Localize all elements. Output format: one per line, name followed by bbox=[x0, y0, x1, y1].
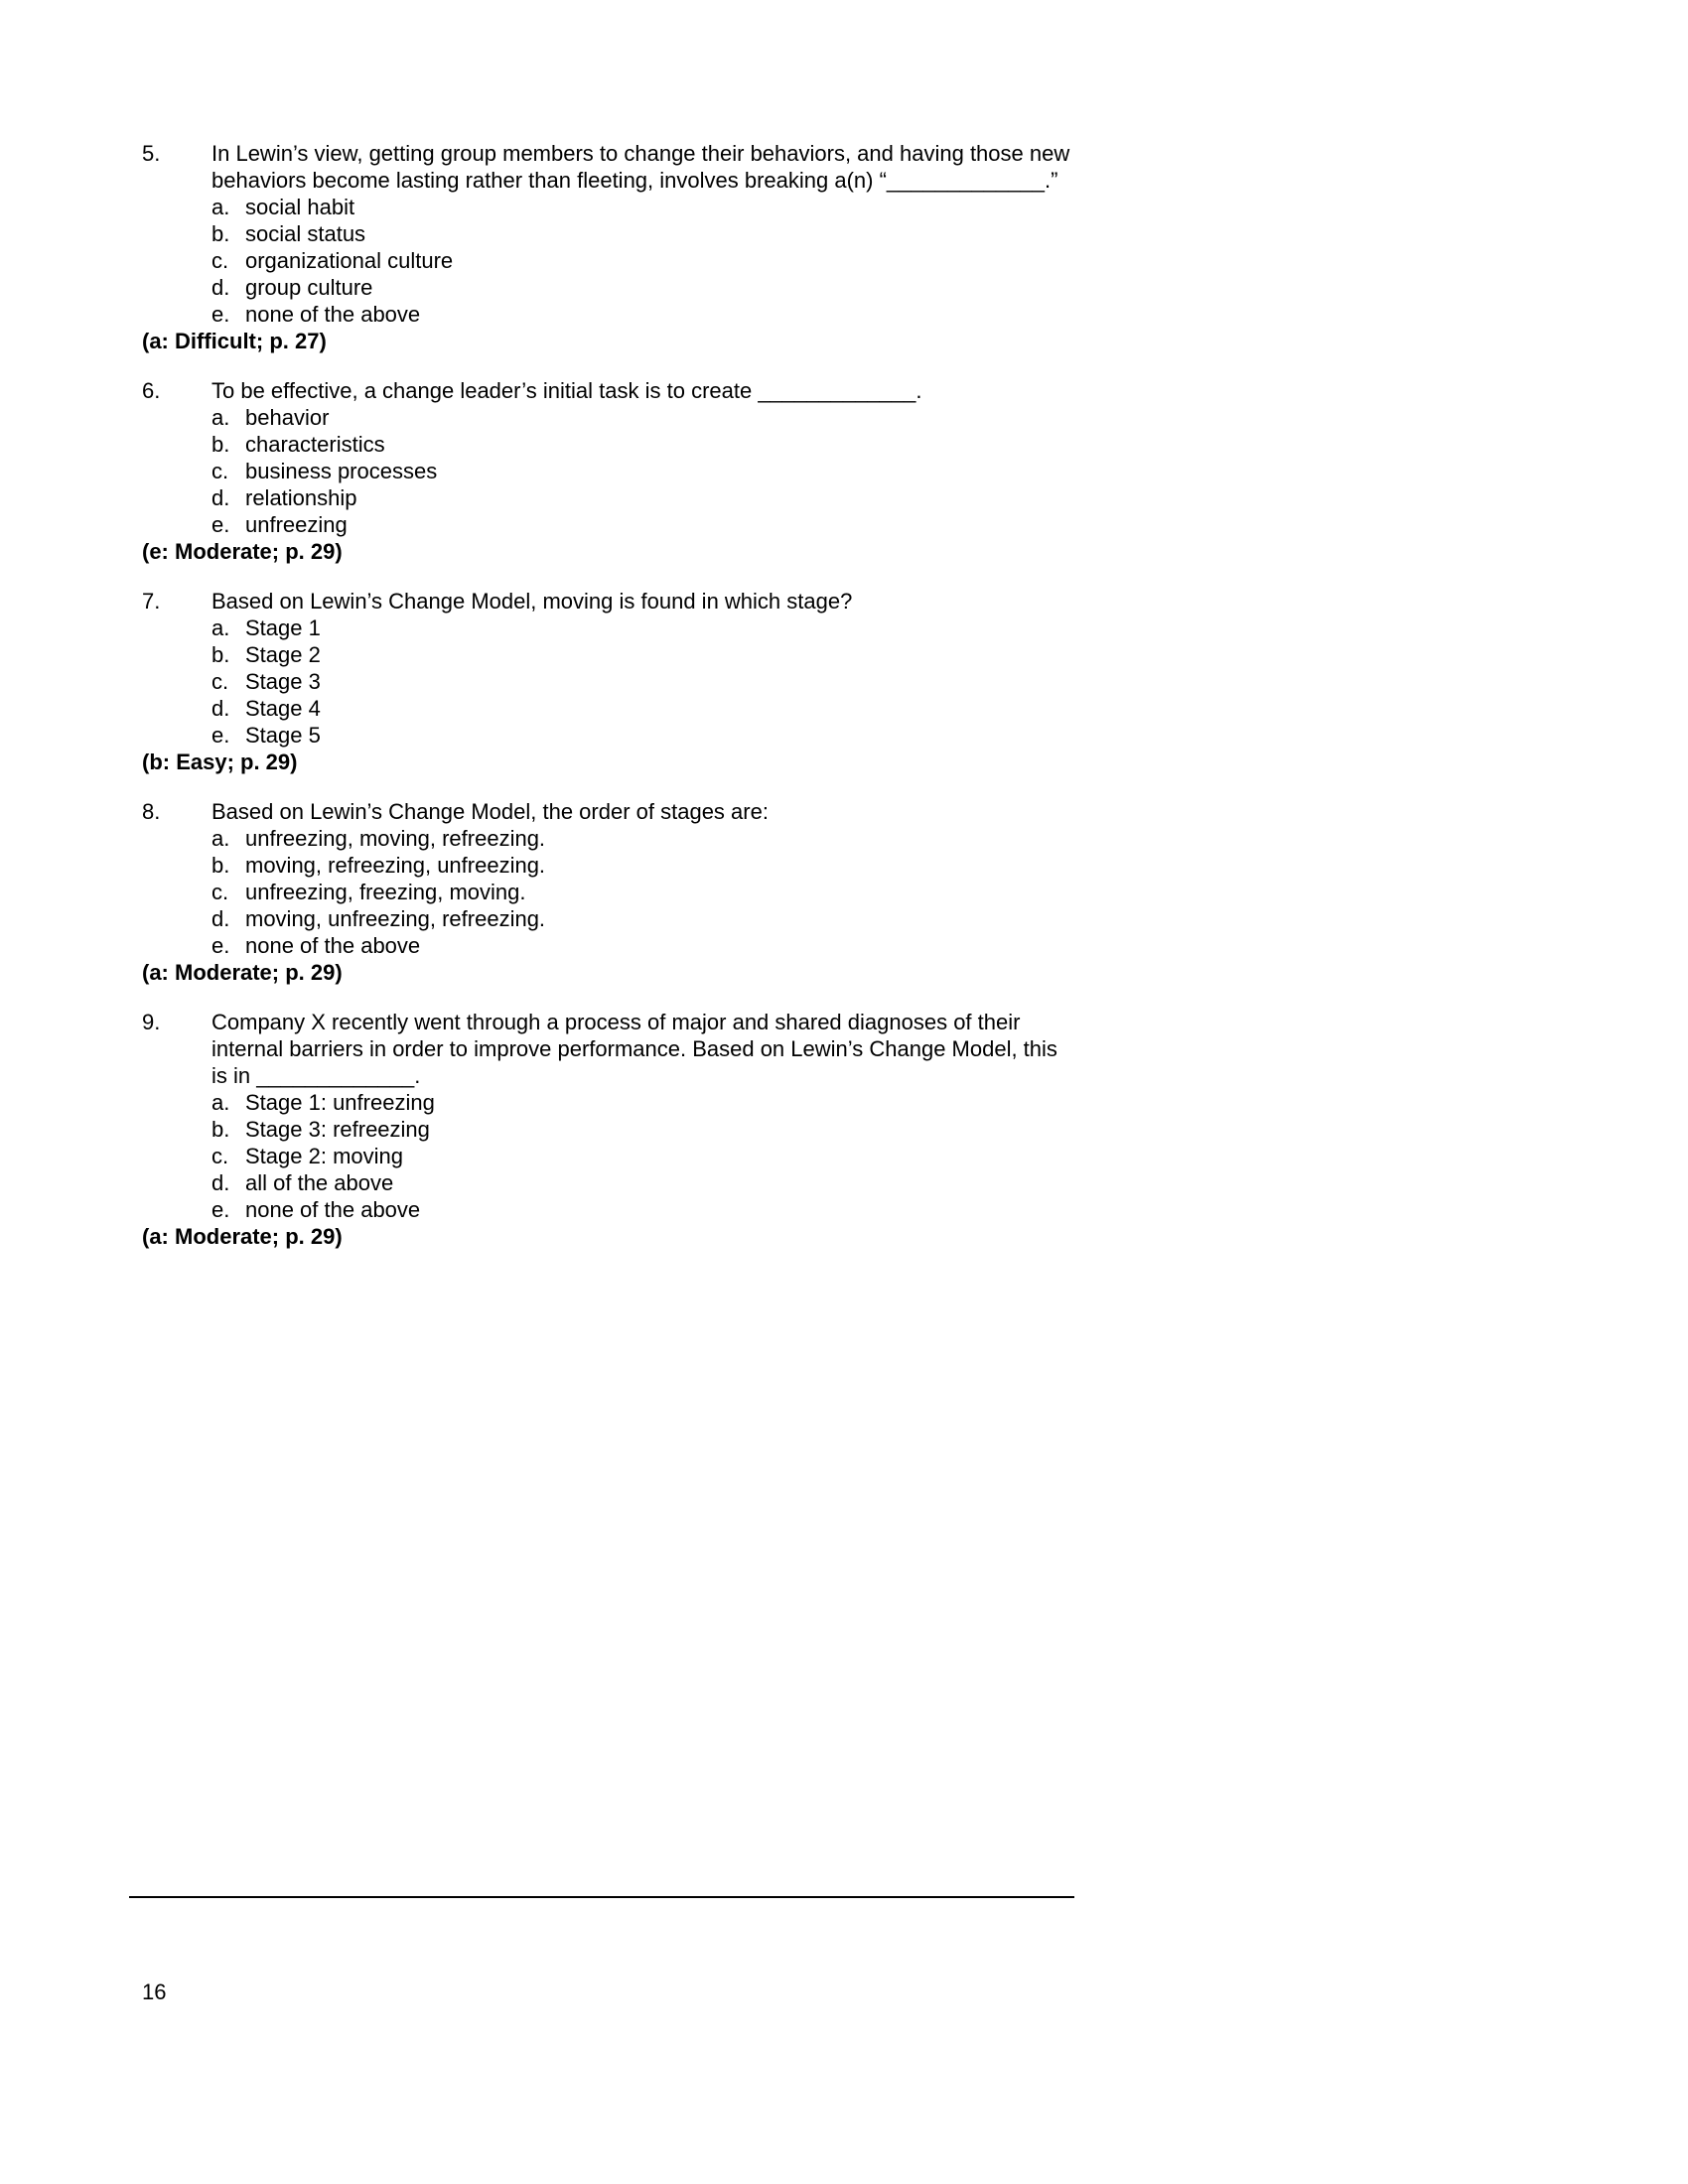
option-text: Stage 1: unfreezing bbox=[245, 1090, 435, 1115]
options-list bbox=[211, 825, 1075, 959]
option-text: Stage 2 bbox=[245, 642, 321, 667]
option bbox=[211, 458, 1075, 484]
question bbox=[142, 140, 1075, 354]
question-number: 6. bbox=[142, 378, 161, 403]
option bbox=[211, 1169, 1075, 1196]
question-head bbox=[142, 798, 1075, 825]
question-number: 8. bbox=[142, 799, 161, 824]
option-letter: c. bbox=[211, 669, 229, 694]
option bbox=[211, 404, 1075, 431]
options-list bbox=[211, 1089, 1075, 1223]
option bbox=[211, 668, 1075, 695]
option-letter: e. bbox=[211, 933, 230, 958]
option bbox=[211, 301, 1075, 328]
option bbox=[211, 274, 1075, 301]
option-letter: e. bbox=[211, 302, 230, 327]
option bbox=[211, 1116, 1075, 1143]
option-letter: c. bbox=[211, 459, 229, 483]
option-text: Stage 3 bbox=[245, 669, 321, 694]
option bbox=[211, 932, 1075, 959]
option bbox=[211, 852, 1075, 879]
option-letter: d. bbox=[211, 696, 230, 721]
option-text: unfreezing, freezing, moving. bbox=[245, 880, 526, 904]
question-head bbox=[142, 140, 1075, 194]
option-letter: d. bbox=[211, 485, 230, 510]
option-letter: e. bbox=[211, 512, 230, 537]
option-text: Stage 5 bbox=[245, 723, 321, 748]
option-letter: b. bbox=[211, 642, 230, 667]
option-text: Stage 4 bbox=[245, 696, 321, 721]
question bbox=[142, 377, 1075, 565]
option-letter: d. bbox=[211, 275, 230, 300]
option-text: moving, unfreezing, refreezing. bbox=[245, 906, 546, 931]
question-number: 9. bbox=[142, 1010, 161, 1034]
options-list bbox=[211, 614, 1075, 749]
option-letter: c. bbox=[211, 880, 229, 904]
option bbox=[211, 825, 1075, 852]
answer-key: (e: Moderate; p. 29) bbox=[142, 539, 343, 564]
question-text: To be effective, a change leader’s initial task is to create _____________. bbox=[211, 378, 922, 403]
option-text: relationship bbox=[245, 485, 357, 510]
page-number: 16 bbox=[142, 1979, 167, 2004]
option-letter: b. bbox=[211, 432, 230, 457]
option bbox=[211, 1196, 1075, 1223]
option-letter: b. bbox=[211, 853, 230, 878]
option-text: Stage 3: refreezing bbox=[245, 1117, 430, 1142]
question-head bbox=[142, 1009, 1075, 1089]
answer-key: (b: Easy; p. 29) bbox=[142, 750, 298, 774]
option-letter: a. bbox=[211, 615, 230, 640]
option bbox=[211, 879, 1075, 905]
question bbox=[142, 798, 1075, 986]
option-text: none of the above bbox=[245, 933, 421, 958]
answer-key: (a: Moderate; p. 29) bbox=[142, 1224, 343, 1249]
option-text: Stage 2: moving bbox=[245, 1144, 403, 1168]
question-text: In Lewin’s view, getting group members to change their behaviors, and having those new behaviors become lasting rather than fleeting, involves breaking a(n) “_____________.” bbox=[211, 141, 1070, 193]
question bbox=[142, 588, 1075, 775]
option-text: unfreezing, moving, refreezing. bbox=[245, 826, 546, 851]
option bbox=[211, 511, 1075, 538]
option-text: organizational culture bbox=[245, 248, 454, 273]
questions-list bbox=[142, 140, 1075, 1273]
option-text: moving, refreezing, unfreezing. bbox=[245, 853, 546, 878]
option bbox=[211, 641, 1075, 668]
options-list bbox=[211, 194, 1075, 328]
option-text: all of the above bbox=[245, 1170, 394, 1195]
option-text: Stage 1 bbox=[245, 615, 321, 640]
option-letter: a. bbox=[211, 1090, 230, 1115]
question-text: Company X recently went through a process of major and shared diagnoses of their internal barriers in order to improve performance. Based on Lewin’s Change Model, this is in _____________. bbox=[211, 1010, 1057, 1088]
option bbox=[211, 695, 1075, 722]
option bbox=[211, 220, 1075, 247]
option bbox=[211, 1143, 1075, 1169]
answer-key: (a: Moderate; p. 29) bbox=[142, 960, 343, 985]
option-text: none of the above bbox=[245, 1197, 421, 1222]
option bbox=[211, 484, 1075, 511]
option-letter: d. bbox=[211, 1170, 230, 1195]
option bbox=[211, 1089, 1075, 1116]
options-list bbox=[211, 404, 1075, 538]
option bbox=[211, 247, 1075, 274]
question-head bbox=[142, 588, 1075, 614]
option-text: social status bbox=[245, 221, 366, 246]
option bbox=[211, 194, 1075, 220]
footer-divider bbox=[129, 1896, 1074, 1898]
option-letter: b. bbox=[211, 221, 230, 246]
option-text: group culture bbox=[245, 275, 373, 300]
option-text: unfreezing bbox=[245, 512, 348, 537]
question-number: 7. bbox=[142, 589, 161, 614]
option-letter: c. bbox=[211, 1144, 229, 1168]
option-text: social habit bbox=[245, 195, 355, 219]
option-letter: a. bbox=[211, 826, 230, 851]
option-text: characteristics bbox=[245, 432, 385, 457]
option-letter: c. bbox=[211, 248, 229, 273]
option-letter: a. bbox=[211, 405, 230, 430]
option-letter: e. bbox=[211, 723, 230, 748]
option-letter: e. bbox=[211, 1197, 230, 1222]
option-letter: d. bbox=[211, 906, 230, 931]
option bbox=[211, 722, 1075, 749]
option-text: none of the above bbox=[245, 302, 421, 327]
question-text: Based on Lewin’s Change Model, moving is found in which stage? bbox=[211, 589, 853, 614]
option-text: business processes bbox=[245, 459, 438, 483]
question-text: Based on Lewin’s Change Model, the order of stages are: bbox=[211, 799, 769, 824]
option-text: behavior bbox=[245, 405, 330, 430]
option bbox=[211, 905, 1075, 932]
option bbox=[211, 431, 1075, 458]
option-letter: b. bbox=[211, 1117, 230, 1142]
answer-key: (a: Difficult; p. 27) bbox=[142, 329, 327, 353]
option bbox=[211, 614, 1075, 641]
question bbox=[142, 1009, 1075, 1250]
question-head bbox=[142, 377, 1075, 404]
option-letter: a. bbox=[211, 195, 230, 219]
question-number: 5. bbox=[142, 141, 161, 166]
